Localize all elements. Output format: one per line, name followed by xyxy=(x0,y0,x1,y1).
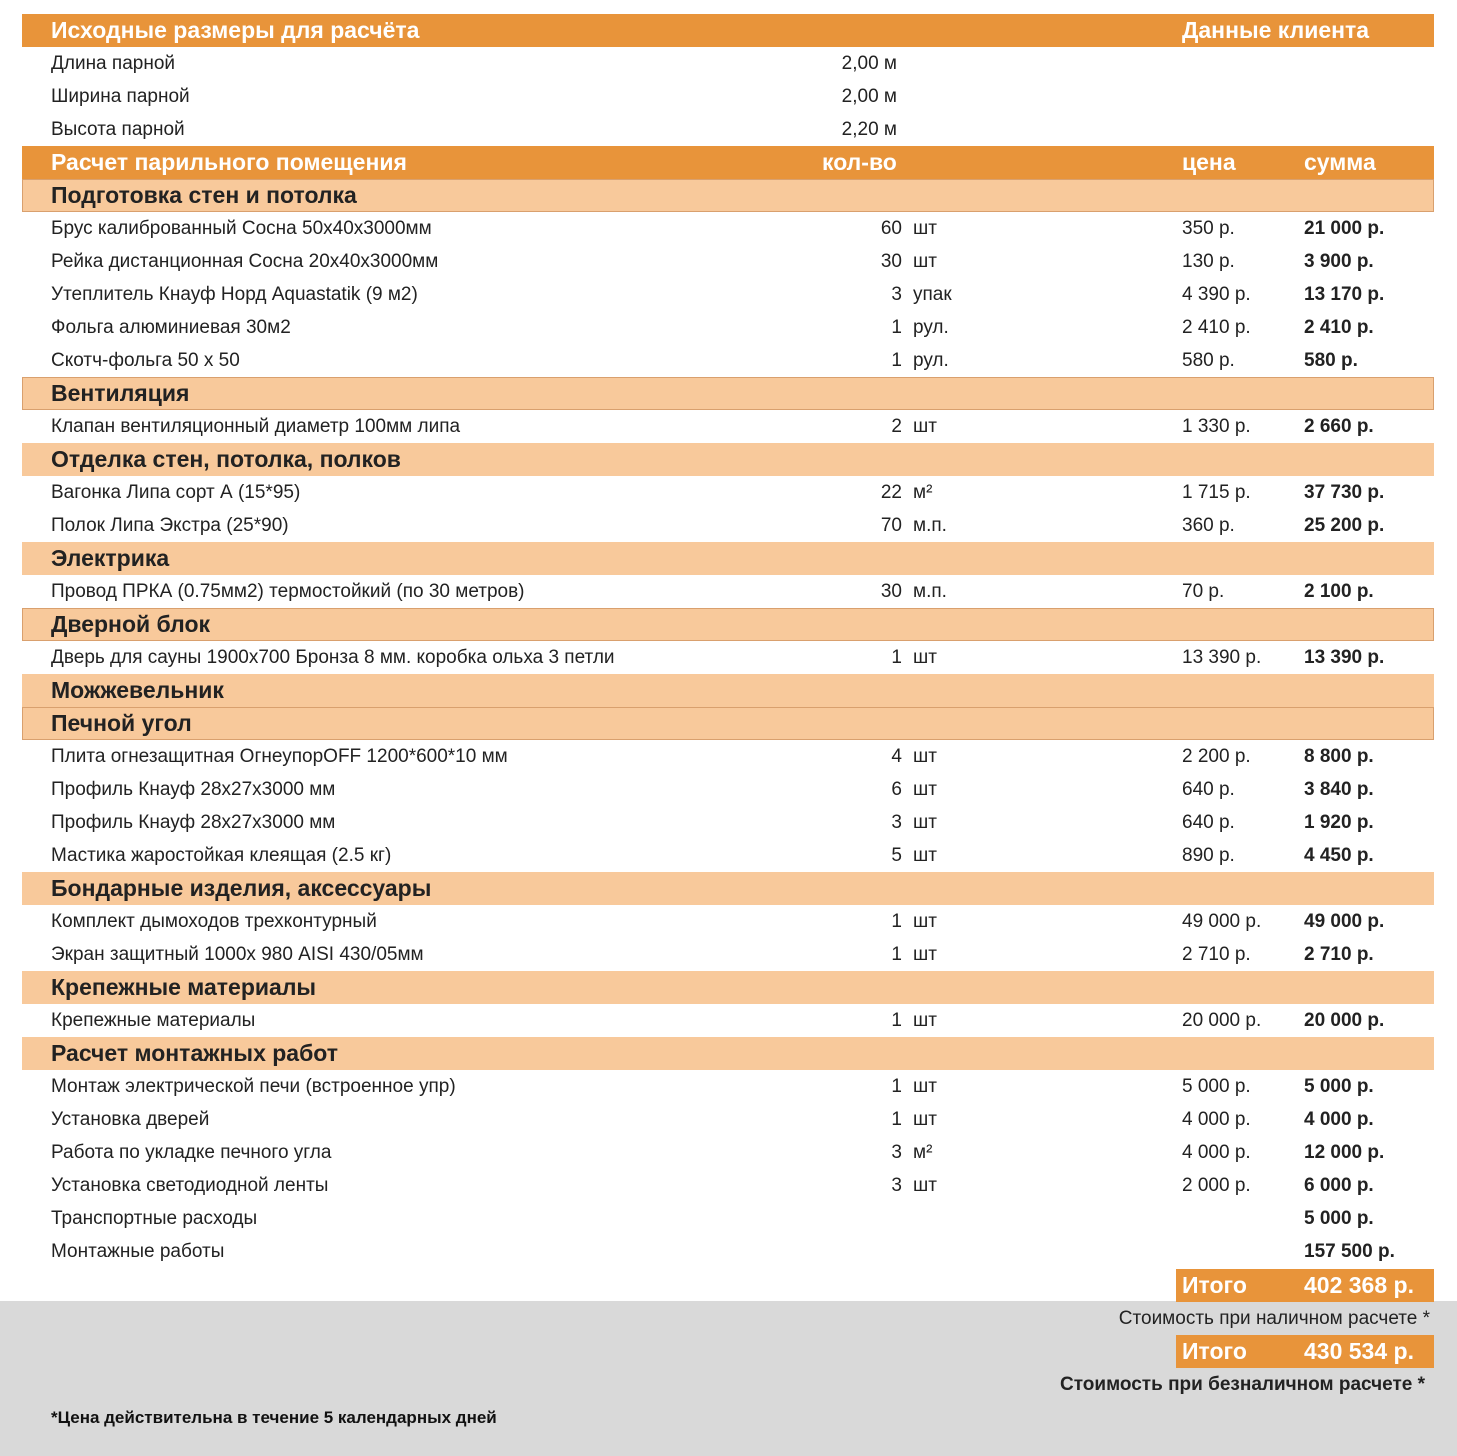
dimension-row xyxy=(22,47,1434,80)
line-item-row xyxy=(22,509,1434,542)
item-name: Дверь для сауны 1900х700 Бронза 8 мм. коробка ольха 3 петли xyxy=(51,647,615,668)
total-cashless-value: 430 534 р. xyxy=(1304,1338,1414,1364)
price-column-header: цена xyxy=(1182,149,1236,175)
item-price: 1 330 р. xyxy=(1182,416,1251,437)
item-price: 5 000 р. xyxy=(1182,1076,1251,1097)
line-item-row xyxy=(22,245,1434,278)
item-sum: 13 390 р. xyxy=(1304,647,1385,668)
item-unit: шт xyxy=(913,779,937,800)
item-name: Провод ПРКА (0.75мм2) термостойкий (по 30 метров) xyxy=(51,581,525,602)
item-qty: 1 xyxy=(891,647,902,668)
item-qty: 70 xyxy=(880,515,902,536)
item-sum: 4 000 р. xyxy=(1304,1109,1374,1130)
section-title: Вентиляция xyxy=(51,380,190,406)
item-sum: 3 840 р. xyxy=(1304,779,1374,800)
item-name: Установка дверей xyxy=(51,1109,210,1130)
section-title: Расчет монтажных работ xyxy=(51,1040,339,1066)
dimension-value: 2,00 м xyxy=(841,86,897,107)
qty-column-header: кол-во xyxy=(822,149,897,175)
cash-payment-note: Стоимость при наличном расчете * xyxy=(1118,1308,1430,1329)
section-header xyxy=(22,608,1434,641)
cashless-payment-note: Стоимость при безналичном расчете * xyxy=(1060,1374,1425,1395)
item-sum: 4 450 р. xyxy=(1304,845,1374,866)
item-price: 4 000 р. xyxy=(1182,1142,1251,1163)
item-sum: 3 900 р. xyxy=(1304,251,1374,272)
item-name: Монтаж электрической печи (встроенное упр) xyxy=(51,1076,456,1097)
item-qty: 5 xyxy=(891,845,902,866)
source-dimensions-title: Исходные размеры для расчёта xyxy=(51,17,420,43)
item-unit: шт xyxy=(913,251,937,272)
line-item-row xyxy=(22,905,1434,938)
item-qty: 3 xyxy=(891,1142,902,1163)
item-sum: 49 000 р. xyxy=(1304,911,1385,932)
item-qty: 60 xyxy=(880,218,902,239)
line-item-row xyxy=(22,212,1434,245)
item-unit: шт xyxy=(913,911,937,932)
item-qty: 30 xyxy=(880,251,902,272)
item-price: 2 410 р. xyxy=(1182,317,1251,338)
line-item-row xyxy=(22,575,1434,608)
item-sum: 37 730 р. xyxy=(1304,482,1385,503)
line-item-row xyxy=(22,476,1434,509)
item-sum: 21 000 р. xyxy=(1304,218,1385,239)
item-qty: 6 xyxy=(891,779,902,800)
item-price: 2 000 р. xyxy=(1182,1175,1251,1196)
section-title: Крепежные материалы xyxy=(51,974,317,1000)
item-price: 640 р. xyxy=(1182,779,1235,800)
item-price: 2 710 р. xyxy=(1182,944,1251,965)
item-sum: 8 800 р. xyxy=(1304,746,1374,767)
item-name: Экран защитный 1000х 980 AISI 430/05мм xyxy=(51,944,424,965)
item-sum: 20 000 р. xyxy=(1304,1010,1385,1031)
item-qty: 1 xyxy=(891,350,902,371)
item-name: Работа по укладке печного угла xyxy=(51,1142,332,1163)
item-name: Утеплитель Кнауф Норд Aquastatik (9 м2) xyxy=(51,284,418,305)
line-item-row xyxy=(22,806,1434,839)
item-name: Плита огнезащитная ОгнеупорOFF 1200*600*10 мм xyxy=(51,746,508,767)
item-name: Профиль Кнауф 28х27х3000 мм xyxy=(51,812,336,833)
client-data-title: Данные клиента xyxy=(1182,17,1370,43)
dimension-row xyxy=(22,113,1434,146)
item-qty: 1 xyxy=(891,317,902,338)
item-price: 4 390 р. xyxy=(1182,284,1251,305)
item-name: Брус калиброванный Сосна 50х40х3000мм xyxy=(51,218,432,239)
item-sum: 5 000 р. xyxy=(1304,1076,1374,1097)
section-title: Можжевельник xyxy=(51,677,224,703)
dimension-value: 2,20 м xyxy=(841,119,897,140)
item-qty: 2 xyxy=(891,416,902,437)
item-price: 13 390 р. xyxy=(1182,647,1262,668)
item-price: 49 000 р. xyxy=(1182,911,1262,932)
item-unit: шт xyxy=(913,746,937,767)
item-name: Транспортные расходы xyxy=(51,1208,258,1229)
item-qty: 1 xyxy=(891,911,902,932)
calculation-title: Расчет парильного помещения xyxy=(51,149,407,175)
item-sum: 580 р. xyxy=(1304,350,1358,371)
item-unit: шт xyxy=(913,845,937,866)
item-qty: 4 xyxy=(891,746,902,767)
item-price: 580 р. xyxy=(1182,350,1235,371)
sum-column-header: сумма xyxy=(1304,149,1376,175)
line-item-row xyxy=(22,773,1434,806)
section-header xyxy=(22,707,1434,740)
line-item-row xyxy=(22,938,1434,971)
dimension-label: Ширина парной xyxy=(51,86,190,107)
item-price: 360 р. xyxy=(1182,515,1235,536)
section-header xyxy=(22,179,1434,212)
dimension-row xyxy=(22,80,1434,113)
item-sum: 2 660 р. xyxy=(1304,416,1374,437)
dimension-label: Высота парной xyxy=(51,119,185,140)
total-cashless xyxy=(1176,1335,1434,1368)
item-unit: рул. xyxy=(913,350,949,371)
item-price: 890 р. xyxy=(1182,845,1235,866)
line-item-row xyxy=(22,311,1434,344)
section-header xyxy=(22,377,1434,410)
calculation-header xyxy=(22,146,1434,179)
section-header xyxy=(22,872,1434,905)
item-name: Крепежные материалы xyxy=(51,1010,256,1031)
item-unit: шт xyxy=(913,944,937,965)
item-name: Фольга алюминиевая 30м2 xyxy=(51,317,291,338)
item-sum: 2 710 р. xyxy=(1304,944,1374,965)
item-unit: м.п. xyxy=(913,581,947,602)
item-name: Профиль Кнауф 28х27х3000 мм xyxy=(51,779,336,800)
item-unit: шт xyxy=(913,647,937,668)
section-title: Подготовка стен и потолка xyxy=(51,182,357,208)
line-item-row xyxy=(22,740,1434,773)
section-title: Отделка стен, потолка, полков xyxy=(51,446,401,472)
dimension-label: Длина парной xyxy=(51,53,176,74)
line-item-row xyxy=(22,1169,1434,1202)
item-qty: 1 xyxy=(891,1109,902,1130)
item-sum: 2 410 р. xyxy=(1304,317,1374,338)
line-item-row xyxy=(22,1235,1434,1268)
total-cash-label: Итого xyxy=(1182,1272,1247,1298)
source-dimensions-header xyxy=(22,14,1434,47)
item-name: Рейка дистанционная Сосна 20х40х3000мм xyxy=(51,251,439,272)
section-title: Дверной блок xyxy=(51,611,211,637)
item-name: Клапан вентиляционный диаметр 100мм липа xyxy=(51,416,461,437)
section-title: Электрика xyxy=(51,545,170,571)
line-item-row xyxy=(22,641,1434,674)
price-validity-footnote: *Цена действительна в течение 5 календарных дней xyxy=(51,1408,497,1427)
line-item-row xyxy=(22,410,1434,443)
item-price: 640 р. xyxy=(1182,812,1235,833)
item-qty: 22 xyxy=(880,482,902,503)
item-name: Комплект дымоходов трехконтурный xyxy=(51,911,377,932)
item-sum: 1 920 р. xyxy=(1304,812,1374,833)
item-qty: 1 xyxy=(891,1010,902,1031)
line-item-row xyxy=(22,839,1434,872)
total-cashless-label: Итого xyxy=(1182,1338,1247,1364)
item-unit: шт xyxy=(913,1076,937,1097)
sections-container xyxy=(22,179,1434,1268)
item-sum: 25 200 р. xyxy=(1304,515,1385,536)
item-sum: 5 000 р. xyxy=(1304,1208,1374,1229)
line-item-row xyxy=(22,1103,1434,1136)
item-unit: упак xyxy=(913,284,952,305)
section-header xyxy=(22,674,1434,707)
section-header xyxy=(22,1037,1434,1070)
item-unit: м² xyxy=(913,482,933,503)
line-item-row xyxy=(22,1070,1434,1103)
section-title: Бондарные изделия, аксессуары xyxy=(51,875,432,901)
item-price: 70 р. xyxy=(1182,581,1225,602)
item-unit: шт xyxy=(913,1010,937,1031)
item-qty: 30 xyxy=(880,581,902,602)
item-qty: 1 xyxy=(891,944,902,965)
line-item-row xyxy=(22,1004,1434,1037)
item-unit: рул. xyxy=(913,317,949,338)
item-unit: м² xyxy=(913,1142,933,1163)
estimate-table xyxy=(22,14,1434,1268)
item-unit: шт xyxy=(913,218,937,239)
item-sum: 6 000 р. xyxy=(1304,1175,1374,1196)
line-item-row xyxy=(22,1202,1434,1235)
item-name: Полок Липа Экстра (25*90) xyxy=(51,515,289,536)
total-cash-value: 402 368 р. xyxy=(1304,1272,1414,1298)
item-unit: шт xyxy=(913,1109,937,1130)
item-name: Монтажные работы xyxy=(51,1241,225,1262)
item-price: 1 715 р. xyxy=(1182,482,1251,503)
item-price: 350 р. xyxy=(1182,218,1235,239)
item-sum: 12 000 р. xyxy=(1304,1142,1385,1163)
item-price: 130 р. xyxy=(1182,251,1235,272)
item-sum: 13 170 р. xyxy=(1304,284,1385,305)
item-sum: 2 100 р. xyxy=(1304,581,1374,602)
line-item-row xyxy=(22,344,1434,377)
item-sum: 157 500 р. xyxy=(1304,1241,1395,1262)
item-price: 2 200 р. xyxy=(1182,746,1251,767)
item-name: Мастика жаростойкая клеящая (2.5 кг) xyxy=(51,845,392,866)
total-cash xyxy=(1176,1269,1434,1302)
item-price: 4 000 р. xyxy=(1182,1109,1251,1130)
item-qty: 3 xyxy=(891,284,902,305)
line-item-row xyxy=(22,278,1434,311)
item-qty: 1 xyxy=(891,1076,902,1097)
section-title: Печной угол xyxy=(51,710,192,736)
section-header xyxy=(22,971,1434,1004)
item-unit: шт xyxy=(913,416,937,437)
item-name: Скотч-фольга 50 х 50 xyxy=(51,350,240,371)
item-unit: шт xyxy=(913,1175,937,1196)
item-unit: м.п. xyxy=(913,515,947,536)
section-header xyxy=(22,542,1434,575)
item-name: Вагонка Липа сорт А (15*95) xyxy=(51,482,301,503)
item-price: 20 000 р. xyxy=(1182,1010,1262,1031)
item-qty: 3 xyxy=(891,812,902,833)
item-unit: шт xyxy=(913,812,937,833)
dimension-value: 2,00 м xyxy=(841,53,897,74)
line-item-row xyxy=(22,1136,1434,1169)
section-header xyxy=(22,443,1434,476)
item-name: Установка светодиодной ленты xyxy=(51,1175,329,1196)
item-qty: 3 xyxy=(891,1175,902,1196)
